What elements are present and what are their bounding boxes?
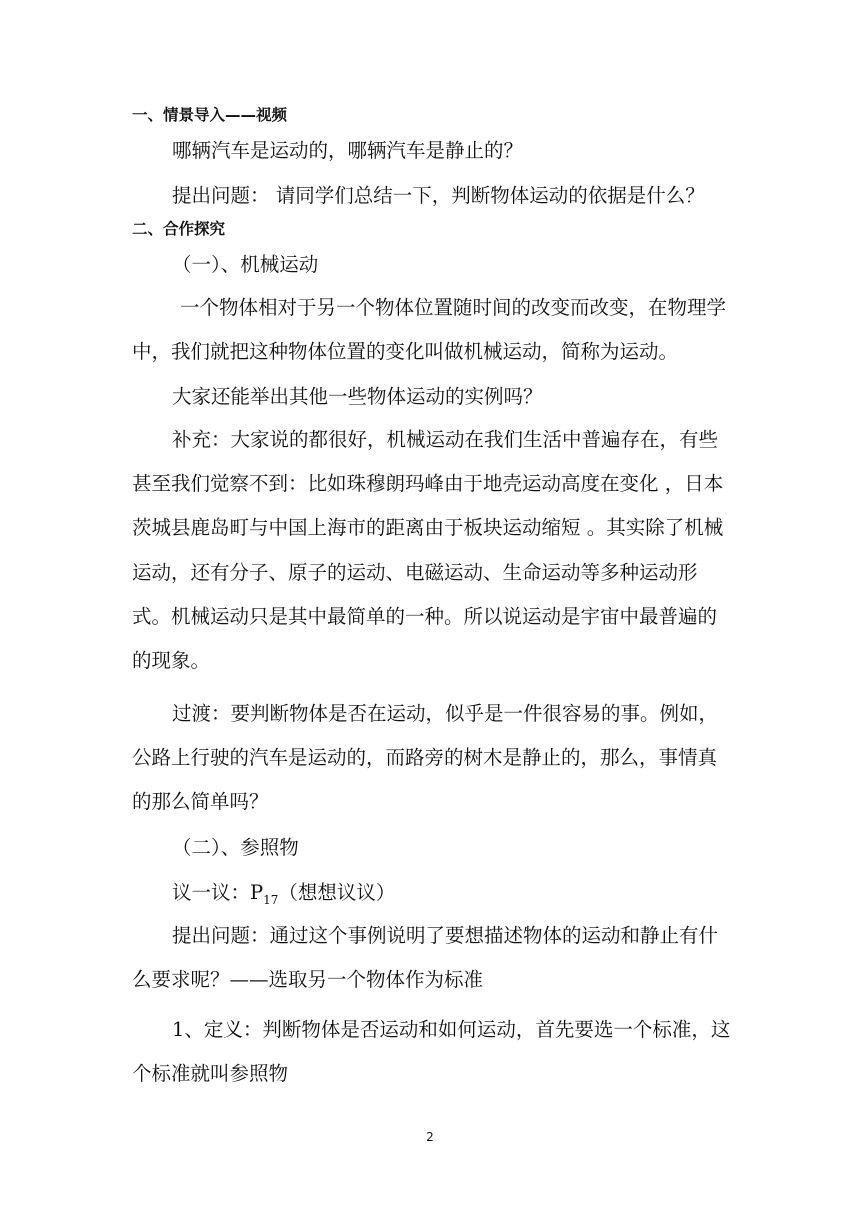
page-number: 2: [426, 1130, 434, 1144]
subsection-title-reference: （二）、参照物: [172, 836, 299, 859]
definition-reference: 1、定义：判断物体是否运动和如何运动，首先要选一个标准，这个标准就叫参照物: [132, 1018, 731, 1086]
subsection-title-mechanical-motion: （一）、机械运动: [172, 253, 319, 276]
discuss-prefix: 议一议：P: [172, 881, 264, 904]
definition-paragraph: 一个物体相对于另一个物体位置随时间的改变而改变，在物理学中，我们就把这种物体位置的变化叫做机械运动，简称为运动。: [132, 296, 727, 364]
supplement-paragraph: 补充：大家说的都很好，机械运动在我们生活中普遍存在，有些甚至我们觉察不到：比如珠穆朗玛峰由于地壳运动高度在变化 ，日本茨城县鹿岛町与中国上海市的距离由于板块运动缩短 。其实除了机械运动，还有分子、原子的运动、电磁运动、生命运动等多种运动形式。机械运动只是其中最简单的一种。所以说运动是宇宙中最普遍的的现象。: [132, 428, 724, 673]
section-heading-1: 一、情景导入——视频: [132, 106, 288, 124]
intro-question: 哪辆汽车是运动的，哪辆汽车是静止的？: [172, 139, 524, 162]
raise-question-2: 提出问题：通过这个事例说明了要想描述物体的运动和静止有什么要求呢？——选取另一个物体作为标准: [132, 924, 719, 992]
examples-prompt: 大家还能举出其他一些物体运动的实例吗？: [172, 385, 543, 408]
raise-question-1: 提出问题： 请同学们总结一下，判断物体运动的依据是什么？: [172, 184, 705, 207]
discuss-page-subscript: 17: [263, 892, 279, 907]
discuss-suffix: （想想议议）: [278, 881, 396, 904]
discuss-line: [172, 880, 395, 906]
section-heading-2: 二、合作探究: [132, 220, 226, 238]
transition-paragraph: 过渡：要判断物体是否在运动，似乎是一件很容易的事。例如，公路上行驶的汽车是运动的，而路旁的树木是静止的，那么，事情真的那么简单吗？: [132, 702, 719, 814]
